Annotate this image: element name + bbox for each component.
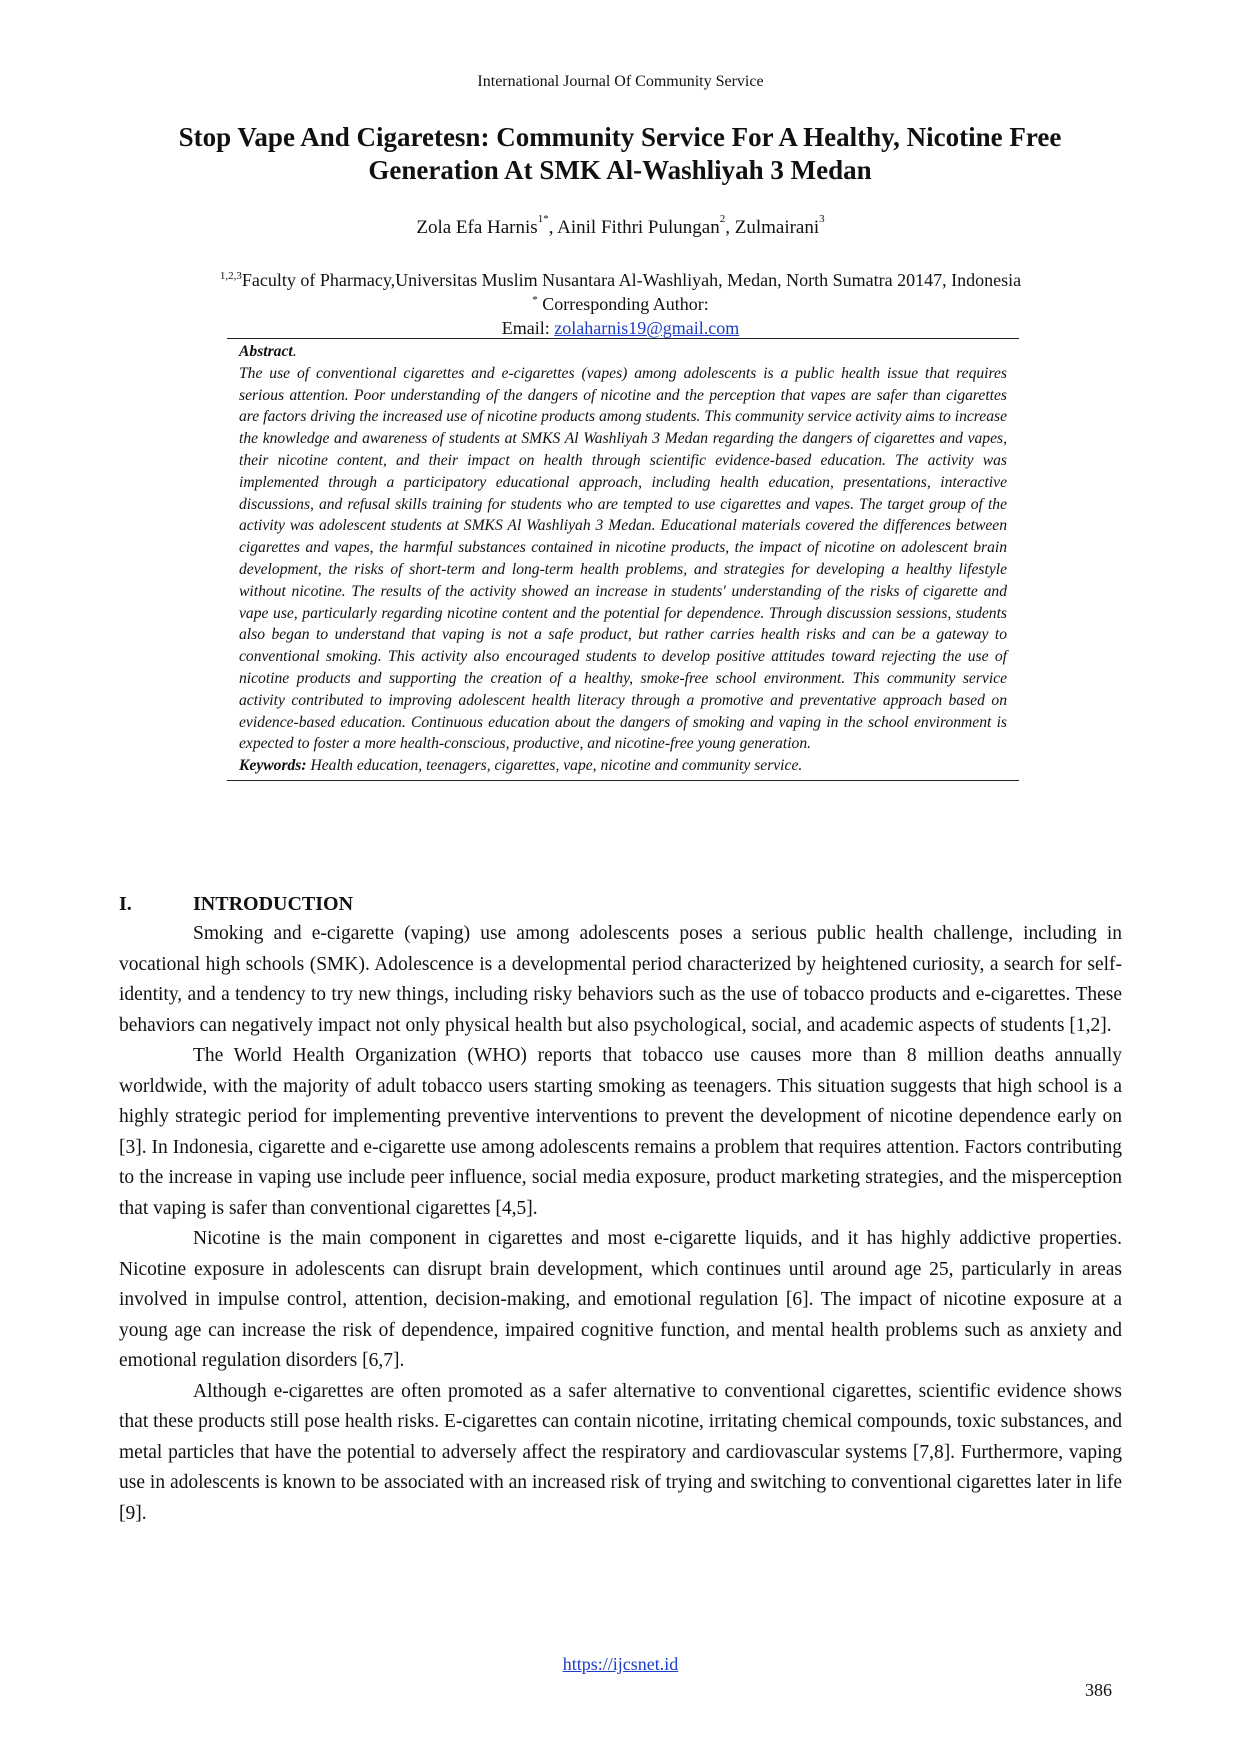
journal-header: International Journal Of Community Service [477, 73, 764, 90]
section-title: INTRODUCTION [193, 893, 354, 915]
email-line [0, 316, 1241, 340]
author-name: Zola Efa Harnis [416, 217, 538, 238]
author-superscript: 2 [719, 213, 726, 225]
section-heading [119, 893, 353, 916]
corresponding-mark: * [532, 294, 538, 306]
keywords-label: Keywords: [239, 757, 307, 775]
abstract-heading-suffix: . [292, 343, 297, 360]
body-paragraph: Nicotine is the main component in cigarettes and most e-cigarette liquids, and it has highly addictive properties. Nicotine exposure in adolescents can disrupt brain development, which continues until around age 25, particularly in areas involved in impulse control, attention, decision-making, and emotional regulation [6]. The impact of nicotine exposure at a young age can increase the risk of dependence, impaired cognitive function, and mental health problems such as anxiety and emotional regulation disorders [6,7]. [119, 1228, 1122, 1371]
body-paragraph: Although e-cigarettes are often promoted as a safer alternative to conventional cigarettes, scientific evidence shows that these products still pose health risks. E-cigarettes can contain nicotine, irritating chemical compounds, toxic substances, and metal particles that have the potential to adversely affect the respiratory and cardiovascular systems [7,8]. Furthermore, vaping use in adolescents is known to be associated with an increased risk of trying and switching to conventional cigarettes later in life [9]. [119, 1380, 1122, 1524]
author-superscript: 1* [537, 213, 549, 225]
body-text [119, 919, 1122, 1529]
keywords-line [239, 755, 1007, 777]
abstract-heading-label: Abstract [239, 343, 293, 360]
affiliation-superscript: 1,2,3 [219, 270, 242, 282]
abstract-box [227, 338, 1019, 781]
author-superscript: 3 [819, 213, 825, 225]
footer-url-link[interactable]: https://ijcsnet.id [562, 1654, 679, 1674]
section-number: I. [119, 893, 132, 915]
keywords-text: Health education, teenagers, cigarettes, vape, nicotine and community service. [306, 757, 803, 775]
author-name: , Ainil Fithri Pulungan [548, 217, 720, 238]
body-paragraph: Smoking and e-cigarette (vaping) use among adolescents poses a serious public health challenge, including in vocational high schools (SMK). Adolescence is a developmental period characterized by heightened curiosity, a search for self-identity, and a tendency to try new things, including risky behaviors such as the use of tobacco products and e-cigarettes. These behaviors can negatively impact not only physical health but also psychological, social, and academic aspects of students [1,2]. [119, 923, 1122, 1036]
paper-title: Stop Vape And Cigaretesn: Community Service For A Healthy, Nicotine Free Generation At SMK Al-Washliyah 3 Medan [178, 122, 1062, 185]
corresponding-author [0, 292, 1241, 316]
author-name: , Zulmairani [725, 217, 820, 238]
page-number: 386 [1085, 1680, 1112, 1700]
affiliation-line [0, 268, 1241, 292]
body-paragraph: The World Health Organization (WHO) reports that tobacco use causes more than 8 million deaths annually worldwide, with the majority of adult tobacco users starting smoking as teenagers. This situation suggests that high school is a highly strategic period for implementing preventive interventions to prevent the development of nicotine dependence early on [3]. In Indonesia, cigarette and e-cigarette use among adolescents remains a problem that requires attention. Factors contributing to the increase in vaping use include peer influence, social media exposure, product marketing strategies, and the misperception that vaping is safer than conventional cigarettes [4,5]. [119, 1045, 1122, 1219]
abstract-text: The use of conventional cigarettes and e-cigarettes (vapes) among adolescents is a public health issue that requires serious attention. Poor understanding of the dangers of nicotine and the perception that vapes are safer than cigarettes are factors driving the increased use of nicotine products among students. This community service activity aims to increase the knowledge and awareness of students at SMKS Al Washliyah 3 Medan regarding the dangers of cigarettes and vapes, their nicotine content, and their impact on health through scientific evidence-based education. The activity was implemented through a participatory educational approach, including health education, presentations, interactive discussions, and refusal skills training for students who are tempted to use cigarettes and vapes. The target group of the activity was adolescent students at SMKS Al Washliyah 3 Medan. Educational materials covered the differences between cigarettes and vapes, the harmful substances contained in nicotine products, the impact of nicotine on adolescent brain development, the risks of short-term and long-term health problems, and strategies for developing a healthy lifestyle without nicotine. The results of the activity showed an increase in students' understanding of the risks of cigarette and vape use, particularly regarding nicotine content and the potential for dependence. Through discussion sessions, students also began to understand that vaping is not a safe product, but rather carries health risks and can be a gateway to conventional smoking. This activity also encouraged students to develop positive attitudes toward rejecting the use of nicotine products and supporting the creation of a healthy, smoke-free school environment. This community service activity contributed to improving adolescent health literacy through a promotive and preventative approach based on evidence-based education. Continuous education about the dangers of smoking and vaping in the school environment is expected to foster a more health-conscious, productive, and nicotine-free young generation. [239, 364, 1007, 753]
affiliation-text: Faculty of Pharmacy,Universitas Muslim Nusantara Al-Washliyah, Medan, North Sumatra 20147, Indonesia [241, 270, 1022, 290]
author-list [0, 213, 1241, 239]
affiliation-block [0, 268, 1241, 340]
email-link[interactable]: zolaharnis19@gmail.com [554, 318, 740, 338]
abstract-heading [239, 341, 1007, 363]
corresponding-label: Corresponding Author: [537, 294, 709, 314]
email-label: Email: [501, 318, 555, 338]
